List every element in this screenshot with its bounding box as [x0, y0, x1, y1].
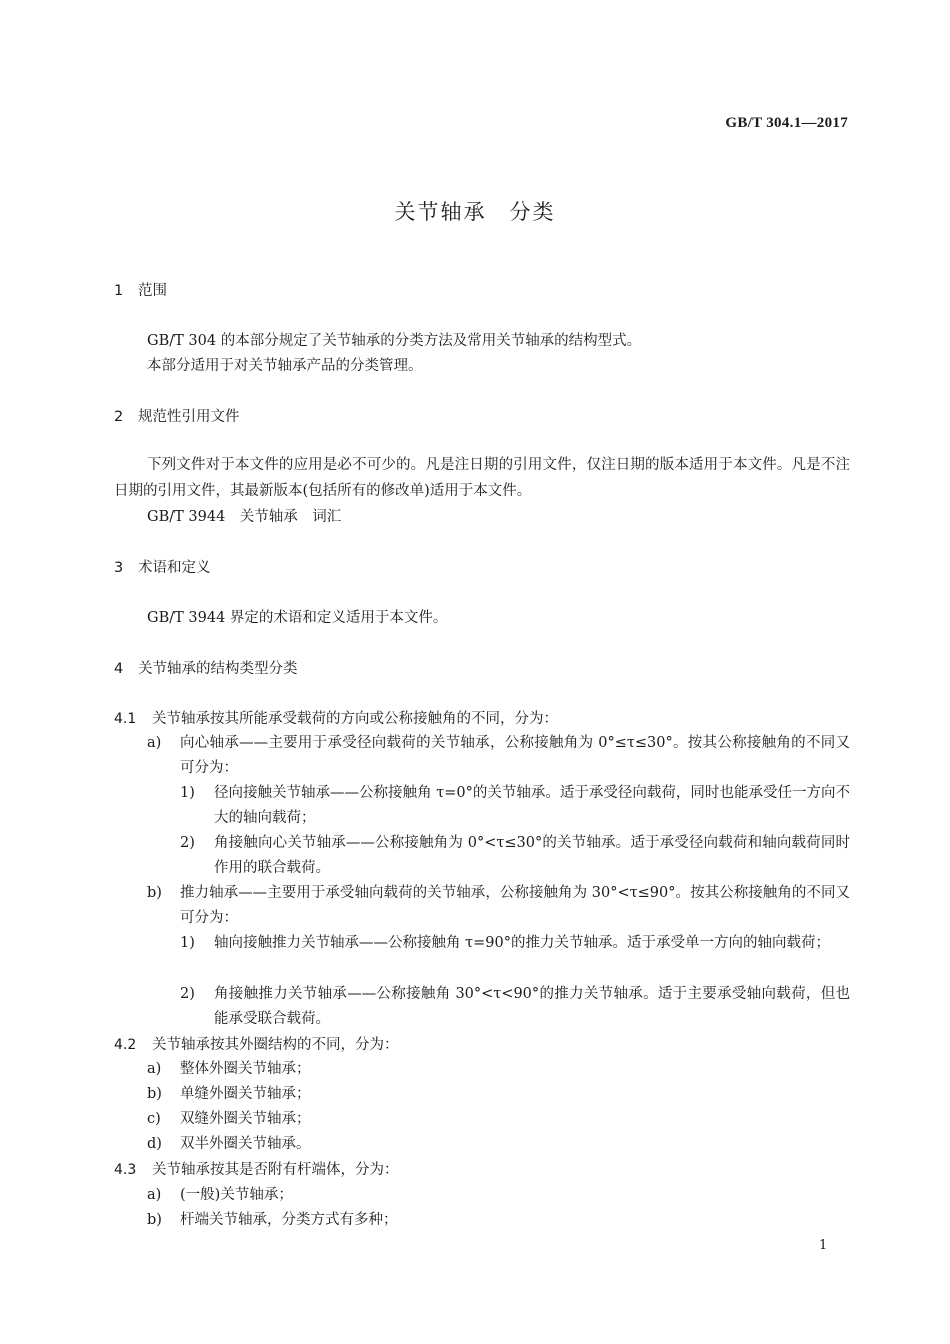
- list-item-4-2-a: [147, 1057, 647, 1082]
- list-item-label: 1): [180, 785, 195, 801]
- standard-number: GB/T 304.1—2017: [725, 115, 848, 131]
- list-item-label: b): [147, 1086, 162, 1102]
- list-item-text: 单缝外圈关节轴承；: [180, 1086, 311, 1102]
- section-3-heading: [114, 556, 211, 577]
- list-item-4-1-b: [147, 881, 850, 931]
- list-item-text: 杆端关节轴承，分类方式有多种；: [180, 1212, 398, 1228]
- list-item-label: c): [147, 1111, 161, 1127]
- list-item-label: b): [147, 1212, 162, 1228]
- list-item-4-1-a: [147, 731, 850, 781]
- document-title: 关节轴承 分类: [394, 200, 556, 224]
- section-3-paragraph-1: GB/T 3944 界定的术语和定义适用于本文件。: [147, 610, 448, 626]
- list-item-text: 向心轴承——主要用于承受径向载荷的关节轴承，公称接触角为 0°≤τ≤30°。按其公称接触角的不同又可分为：: [180, 735, 850, 776]
- section-1-title: 范围: [138, 283, 167, 299]
- clause-4-1-text: 关节轴承按其所能承受载荷的方向或公称接触角的不同，分为：: [152, 711, 558, 727]
- list-item-text: 整体外圈关节轴承；: [180, 1061, 311, 1077]
- list-item-label: d): [147, 1136, 162, 1152]
- clause-4-3-number: 4.3: [114, 1162, 137, 1178]
- clause-4-3-text: 关节轴承按其是否附有杆端体，分为：: [152, 1162, 399, 1178]
- list-item-text: (一般)关节轴承；: [180, 1187, 293, 1203]
- list-item-text: 角接触向心关节轴承——公称接触角为 0°<τ≤30°的关节轴承。适于承受径向载荷和轴向载荷同时作用的联合载荷。: [214, 835, 850, 876]
- list-item-4-2-c: [147, 1107, 647, 1132]
- section-2-paragraph-1: 下列文件对于本文件的应用是必不可少的。凡是注日期的引用文件，仅注日期的版本适用于本文件。凡是不注日期的引用文件，其最新版本(包括所有的修改单)适用于本文件。: [114, 457, 850, 499]
- section-2-heading: [114, 405, 240, 426]
- section-4-title: 关节轴承的结构类型分类: [138, 661, 298, 677]
- list-item-text: 推力轴承——主要用于承受轴向载荷的关节轴承，公称接触角为 30°<τ≤90°。按其公称接触角的不同又可分为：: [180, 885, 850, 926]
- list-item-4-1-b-2: [180, 982, 850, 1032]
- list-item-text: 双半外圈关节轴承。: [180, 1136, 311, 1152]
- section-2-title: 规范性引用文件: [138, 409, 240, 425]
- list-item-4-2-b: [147, 1082, 647, 1107]
- section-3-title: 术语和定义: [138, 560, 211, 576]
- list-item-label: 2): [180, 835, 195, 851]
- clause-4-2-text: 关节轴承按其外圈结构的不同，分为：: [152, 1037, 399, 1053]
- section-1-number: 1: [114, 283, 124, 299]
- list-item-text: 双缝外圈关节轴承；: [180, 1111, 311, 1127]
- list-item-4-1-b-1: [180, 931, 850, 981]
- section-1-paragraph-1: GB/T 304 的本部分规定了关节轴承的分类方法及常用关节轴承的结构型式。: [147, 333, 642, 349]
- list-item-label: b): [147, 885, 162, 901]
- list-item-label: a): [147, 735, 162, 751]
- list-item-text: 轴向接触推力关节轴承——公称接触角 τ=90°的推力关节轴承。适于承受单一方向的轴向载荷；: [214, 935, 830, 951]
- list-item-text: 角接触推力关节轴承——公称接触角 30°<τ<90°的推力关节轴承。适于主要承受轴向载荷，但也能承受联合载荷。: [214, 986, 850, 1027]
- section-4-number: 4: [114, 661, 124, 677]
- section-2-reference: GB/T 3944 关节轴承 词汇: [147, 509, 342, 525]
- clause-4-2-number: 4.2: [114, 1037, 137, 1053]
- clause-4-1-number: 4.1: [114, 711, 137, 727]
- clause-4-1: [114, 707, 558, 728]
- section-3-number: 3: [114, 560, 124, 576]
- list-item-4-1-a-1: [180, 781, 850, 831]
- section-1-paragraph-2: 本部分适用于对关节轴承产品的分类管理。: [147, 358, 423, 374]
- list-item-4-1-a-2: [180, 831, 850, 881]
- list-item-4-3-b: [147, 1208, 647, 1233]
- list-item-4-3-a: [147, 1183, 647, 1208]
- list-item-4-2-d: [147, 1132, 647, 1157]
- page-number: 1: [819, 1238, 828, 1253]
- clause-4-2: [114, 1033, 399, 1054]
- section-1-heading: [114, 279, 167, 300]
- section-2-number: 2: [114, 409, 124, 425]
- list-item-text: 径向接触关节轴承——公称接触角 τ=0°的关节轴承。适于承受径向载荷，同时也能承受任一方向不大的轴向载荷；: [214, 785, 850, 826]
- list-item-label: a): [147, 1061, 162, 1077]
- section-4-heading: [114, 657, 298, 678]
- list-item-label: 2): [180, 986, 195, 1002]
- list-item-label: 1): [180, 935, 195, 951]
- clause-4-3: [114, 1158, 399, 1179]
- list-item-label: a): [147, 1187, 162, 1203]
